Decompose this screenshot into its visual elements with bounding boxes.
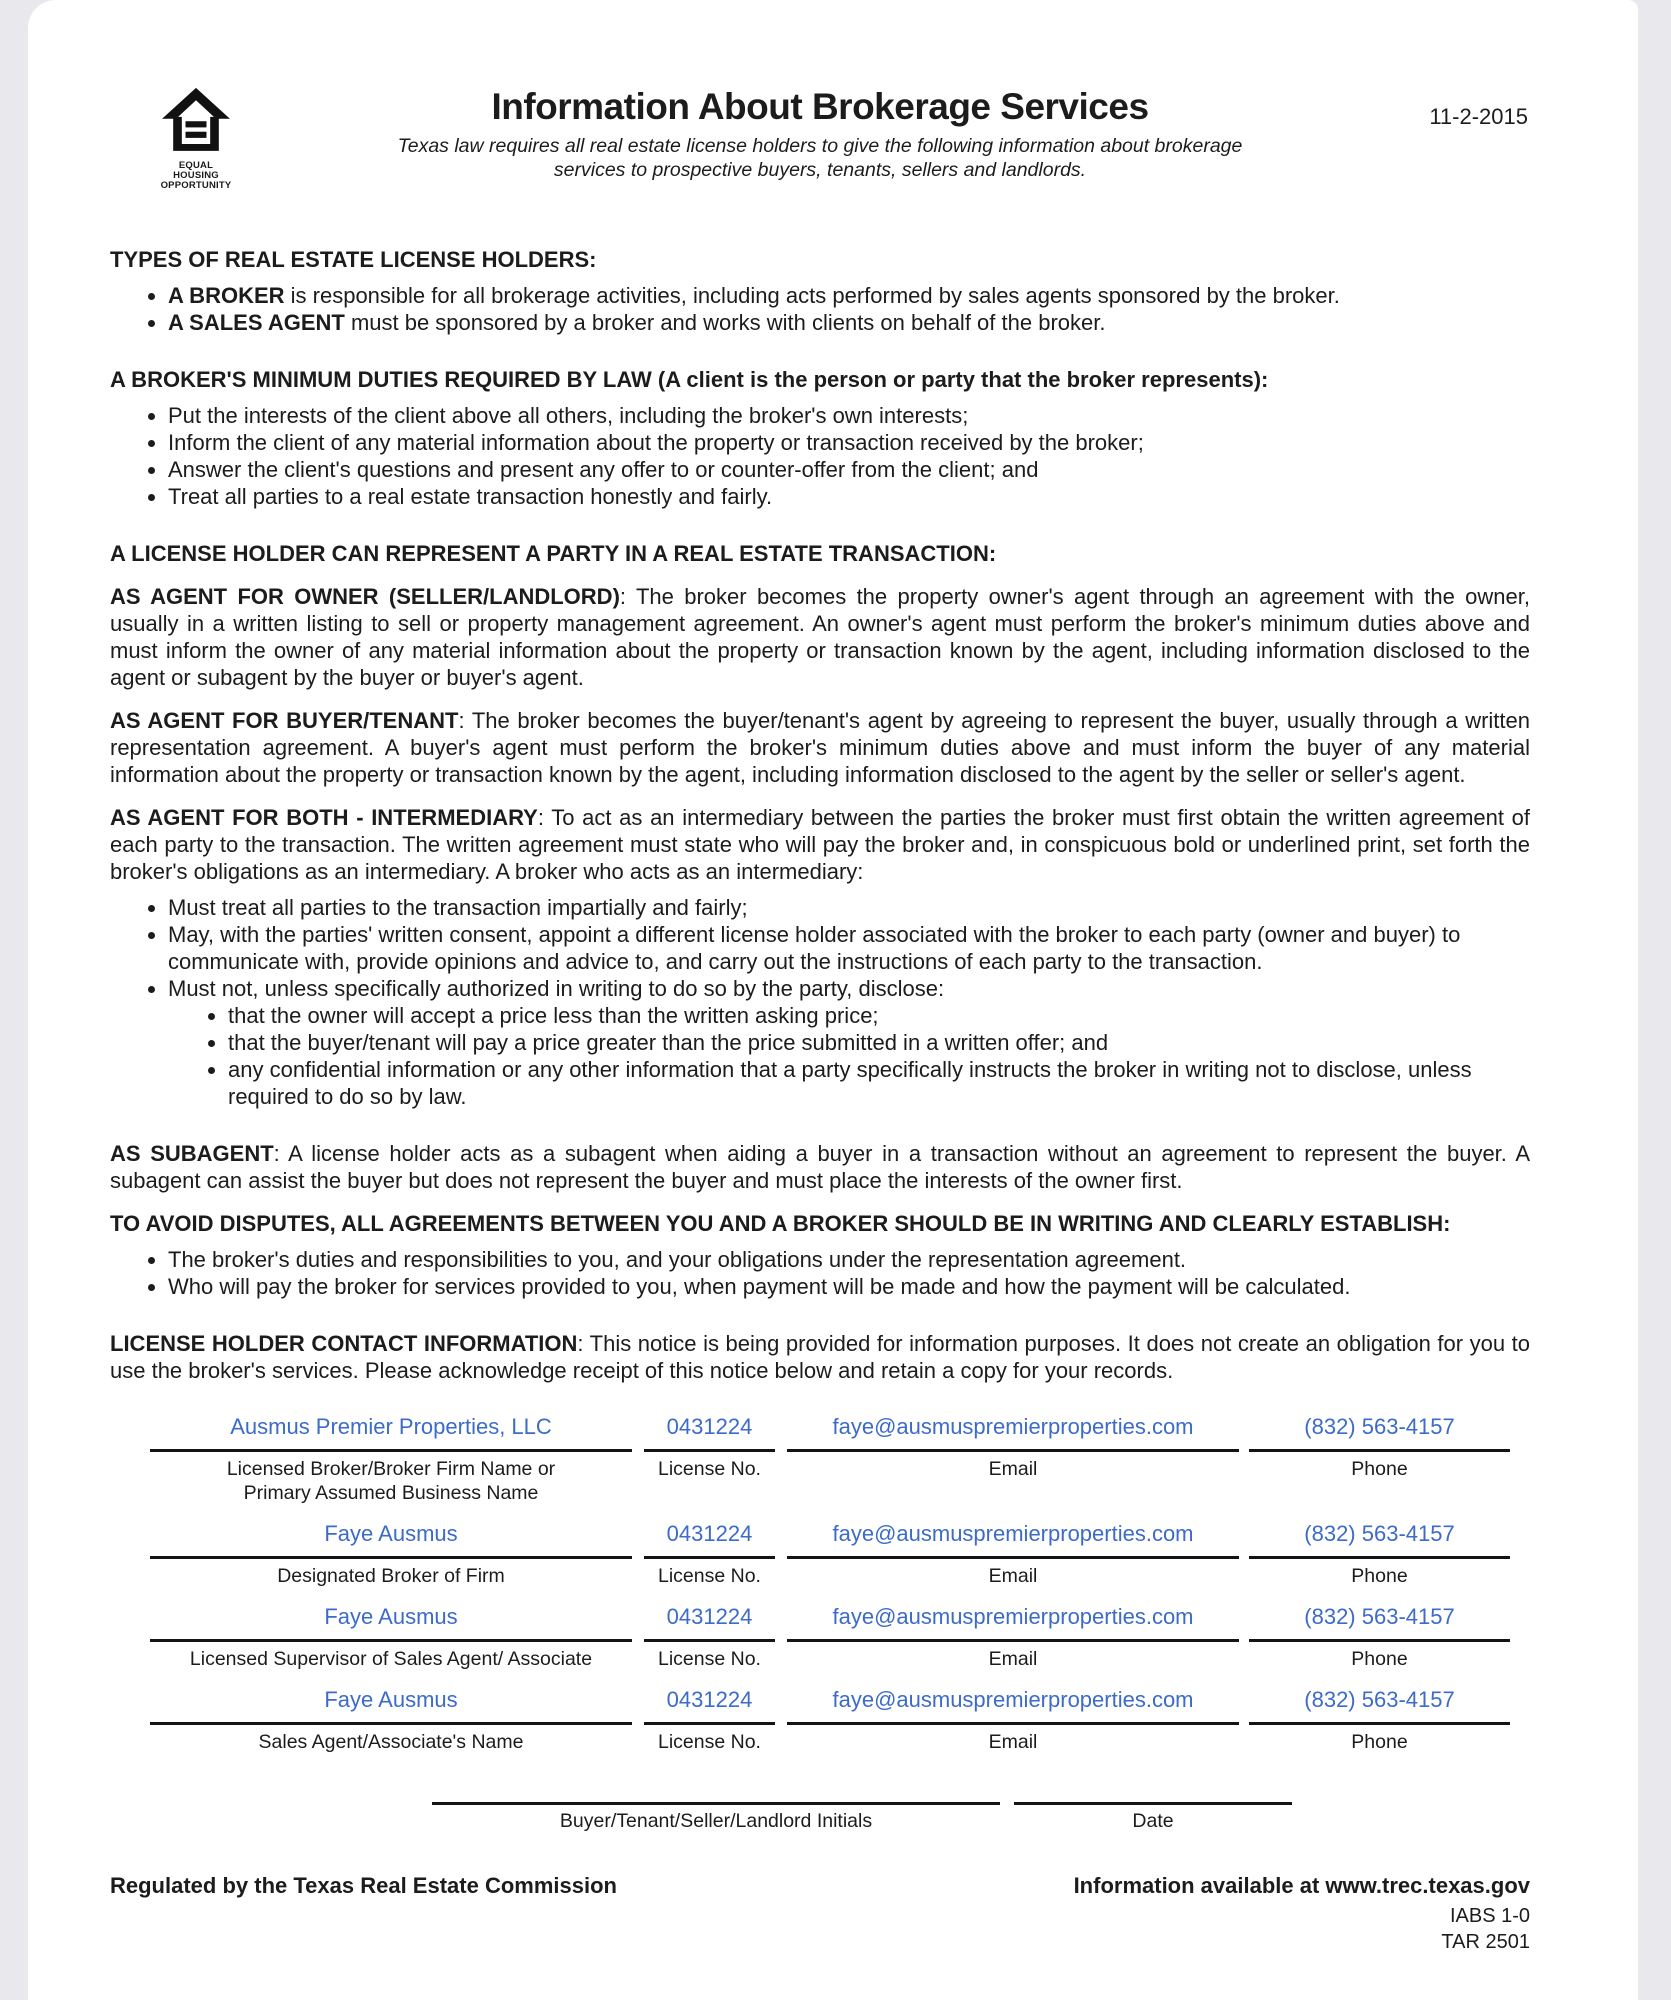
paragraph-agent-for-both: AS AGENT FOR BOTH - INTERMEDIARY: To act as an intermediary between the parties the broker must first obtain the written agreement of each party to the transaction. The written agreement must state who will pay the broker and, in conspicuous bold or underlined print, set forth the broker's obligations as an intermediary. A broker who acts as an intermediary: <box>110 805 1531 884</box>
disputes-bullet-list <box>110 1246 1530 1300</box>
table-row <box>110 1414 1530 1505</box>
column-label: Sales Agent/Associate's Name <box>258 1731 524 1753</box>
list-item: • May, with the parties' written consent, appoint a different license holder associated with the broker to each party (owner and buyer) to communicate with, provide opinions and advice to, and carry out the instructions of each party to the transaction. <box>168 921 1530 975</box>
date-signature-line <box>1014 1802 1292 1833</box>
equal-housing-logo-text: EQUAL HOUSING OPPORTUNITY <box>160 160 232 191</box>
column-label: Phone <box>1351 1565 1408 1587</box>
list-item: • Put the interests of the client above all others, including the broker's own interests; <box>168 402 1530 429</box>
sales-agent-email-value: faye@ausmuspremierproperties.com <box>787 1687 1239 1725</box>
acknowledgement-area <box>432 1802 1530 1833</box>
list-item: • Treat all parties to a real estate transaction honestly and fairly. <box>168 483 1530 510</box>
column-label: License No. <box>658 1458 761 1480</box>
paragraph-agent-for-buyer: AS AGENT FOR BUYER/TENANT: The broker becomes the buyer/tenant's agent by agreeing to represent the buyer, usually through a written representation agreement. A buyer's agent must perform the broker's minimum duties above and must inform the buyer of any material information about the property or transaction known by the agent, including information disclosed to the agent by the seller or seller's agent. <box>110 708 1530 787</box>
list-item: • Must treat all parties to the transaction impartially and fairly; <box>168 894 1530 921</box>
intermediary-bullet-list <box>110 894 1530 1002</box>
document-content <box>110 0 1530 1955</box>
column-label: Email <box>988 1458 1038 1480</box>
footer-regulated-by: Regulated by the Texas Real Estate Commission <box>110 1873 617 1898</box>
intermediary-sub-bullet-list <box>110 1002 1530 1110</box>
supervisor-license-value: 0431224 <box>644 1604 775 1642</box>
section-heading-represent: A LICENSE HOLDER CAN REPRESENT A PARTY IN A REAL ESTATE TRANSACTION: <box>110 541 997 566</box>
document-page <box>28 0 1638 2000</box>
column-label: Phone <box>1351 1458 1408 1480</box>
document-header <box>110 0 1530 206</box>
initials-label: Buyer/Tenant/Seller/Landlord Initials <box>559 1810 873 1832</box>
paragraph-agent-for-owner: AS AGENT FOR OWNER (SELLER/LANDLORD): The broker becomes the property owner's agent through an agreement with the owner, usually in a written listing to sell or property management agreement. An owner's agent must perform the broker's minimum duties above and must inform the owner of any material information about the property or transaction known by the agent, including information disclosed to the agent or subagent by the buyer or buyer's agent. <box>110 584 1530 690</box>
paragraph-contact-information: LICENSE HOLDER CONTACT INFORMATION: This notice is being provided for information purposes. It does not create an obligation for you to use the broker's services. Please acknowledge receipt of this notice below and retain a copy for your records. <box>110 1331 1530 1383</box>
page-title: Information About Brokerage Services <box>491 86 1149 127</box>
list-item: • Who will pay the broker for services provided to you, when payment will be made and how the payment will be calculated. <box>168 1273 1530 1300</box>
designated-broker-name-value: Faye Ausmus <box>150 1521 632 1559</box>
column-label: Licensed Supervisor of Sales Agent/ Associate <box>189 1648 593 1670</box>
column-label: License No. <box>658 1565 761 1587</box>
list-item: • A BROKER is responsible for all brokerage activities, including acts performed by sales agents sponsored by the broker. <box>168 282 1530 309</box>
section-heading-types: TYPES OF REAL ESTATE LICENSE HOLDERS: <box>110 247 597 272</box>
equal-housing-icon <box>159 141 233 158</box>
column-label: Phone <box>1351 1731 1408 1753</box>
section-heading-disputes: TO AVOID DISPUTES, ALL AGREEMENTS BETWEEN YOU AND A BROKER SHOULD BE IN WRITING AND CLEARLY ESTABLISH: <box>110 1211 1451 1236</box>
paragraph-subagent: AS SUBAGENT: A license holder acts as a subagent when aiding a buyer in a transaction without an agreement to represent the buyer. A subagent can assist the buyer but does not represent the buyer and must place the interests of the owner first. <box>110 1141 1530 1193</box>
types-bullet-list <box>110 282 1530 336</box>
license-holder-contact-table <box>110 1414 1530 1754</box>
document-footer <box>110 1873 1530 1899</box>
supervisor-name-value: Faye Ausmus <box>150 1604 632 1642</box>
column-label: Email <box>988 1731 1038 1753</box>
broker-firm-license-value: 0431224 <box>644 1414 775 1452</box>
form-code-block <box>110 1903 1530 1955</box>
form-code-iabs: IABS 1-0 <box>1449 1905 1530 1927</box>
list-item: • A SALES AGENT must be sponsored by a broker and works with clients on behalf of the broker. <box>168 309 1530 336</box>
column-label: Email <box>988 1648 1038 1670</box>
table-row <box>110 1687 1530 1754</box>
page-subtitle: Texas law requires all real estate license holders to give the following information about brokerage services to prospective buyers, tenants, sellers and landlords. <box>397 135 1243 181</box>
initials-signature-line <box>432 1802 1000 1833</box>
column-label: Phone <box>1351 1648 1408 1670</box>
section-heading-duties: A BROKER'S MINIMUM DUTIES REQUIRED BY LAW (A client is the person or party that the broker represents): <box>110 367 1269 392</box>
duties-bullet-list <box>110 402 1530 510</box>
footer-info-available: Information available at www.trec.texas.gov <box>1073 1873 1530 1898</box>
table-row <box>110 1521 1530 1588</box>
list-item: • any confidential information or any other information that a party specifically instructs the broker in writing not to disclose, unless required to do so by law. <box>228 1056 1530 1110</box>
sales-agent-license-value: 0431224 <box>644 1687 775 1725</box>
date-label: Date <box>1132 1810 1174 1832</box>
list-item: • Inform the client of any material information about the property or transaction received by the broker; <box>168 429 1530 456</box>
list-item: • Must not, unless specifically authorized in writing to do so by the party, disclose: <box>168 975 1530 1002</box>
column-label: License No. <box>658 1731 761 1753</box>
table-row <box>110 1604 1530 1671</box>
sales-agent-name-value: Faye Ausmus <box>150 1687 632 1725</box>
supervisor-phone-value: (832) 563-4157 <box>1249 1604 1510 1642</box>
broker-firm-phone-value: (832) 563-4157 <box>1249 1414 1510 1452</box>
equal-housing-opportunity-logo <box>156 86 236 191</box>
supervisor-email-value: faye@ausmuspremierproperties.com <box>787 1604 1239 1642</box>
list-item: • that the owner will accept a price less than the written asking price; <box>228 1002 1530 1029</box>
broker-firm-email-value: faye@ausmuspremierproperties.com <box>787 1414 1239 1452</box>
column-label: License No. <box>658 1648 761 1670</box>
list-item: • that the buyer/tenant will pay a price greater than the price submitted in a written offer; and <box>228 1029 1530 1056</box>
list-item: • Answer the client's questions and present any offer to or counter-offer from the client; and <box>168 456 1530 483</box>
column-label: Licensed Broker/Broker Firm Name or Primary Assumed Business Name <box>226 1458 556 1504</box>
designated-broker-phone-value: (832) 563-4157 <box>1249 1521 1510 1559</box>
column-label: Email <box>988 1565 1038 1587</box>
form-revision-date: 11-2-2015 <box>1429 104 1528 129</box>
list-item: • The broker's duties and responsibilities to you, and your obligations under the representation agreement. <box>168 1246 1530 1273</box>
designated-broker-license-value: 0431224 <box>644 1521 775 1559</box>
form-code-tar: TAR 2501 <box>1441 1931 1530 1953</box>
sales-agent-phone-value: (832) 563-4157 <box>1249 1687 1510 1725</box>
column-label: Designated Broker of Firm <box>277 1565 505 1587</box>
designated-broker-email-value: faye@ausmuspremierproperties.com <box>787 1521 1239 1559</box>
broker-firm-name-value: Ausmus Premier Properties, LLC <box>150 1414 632 1452</box>
